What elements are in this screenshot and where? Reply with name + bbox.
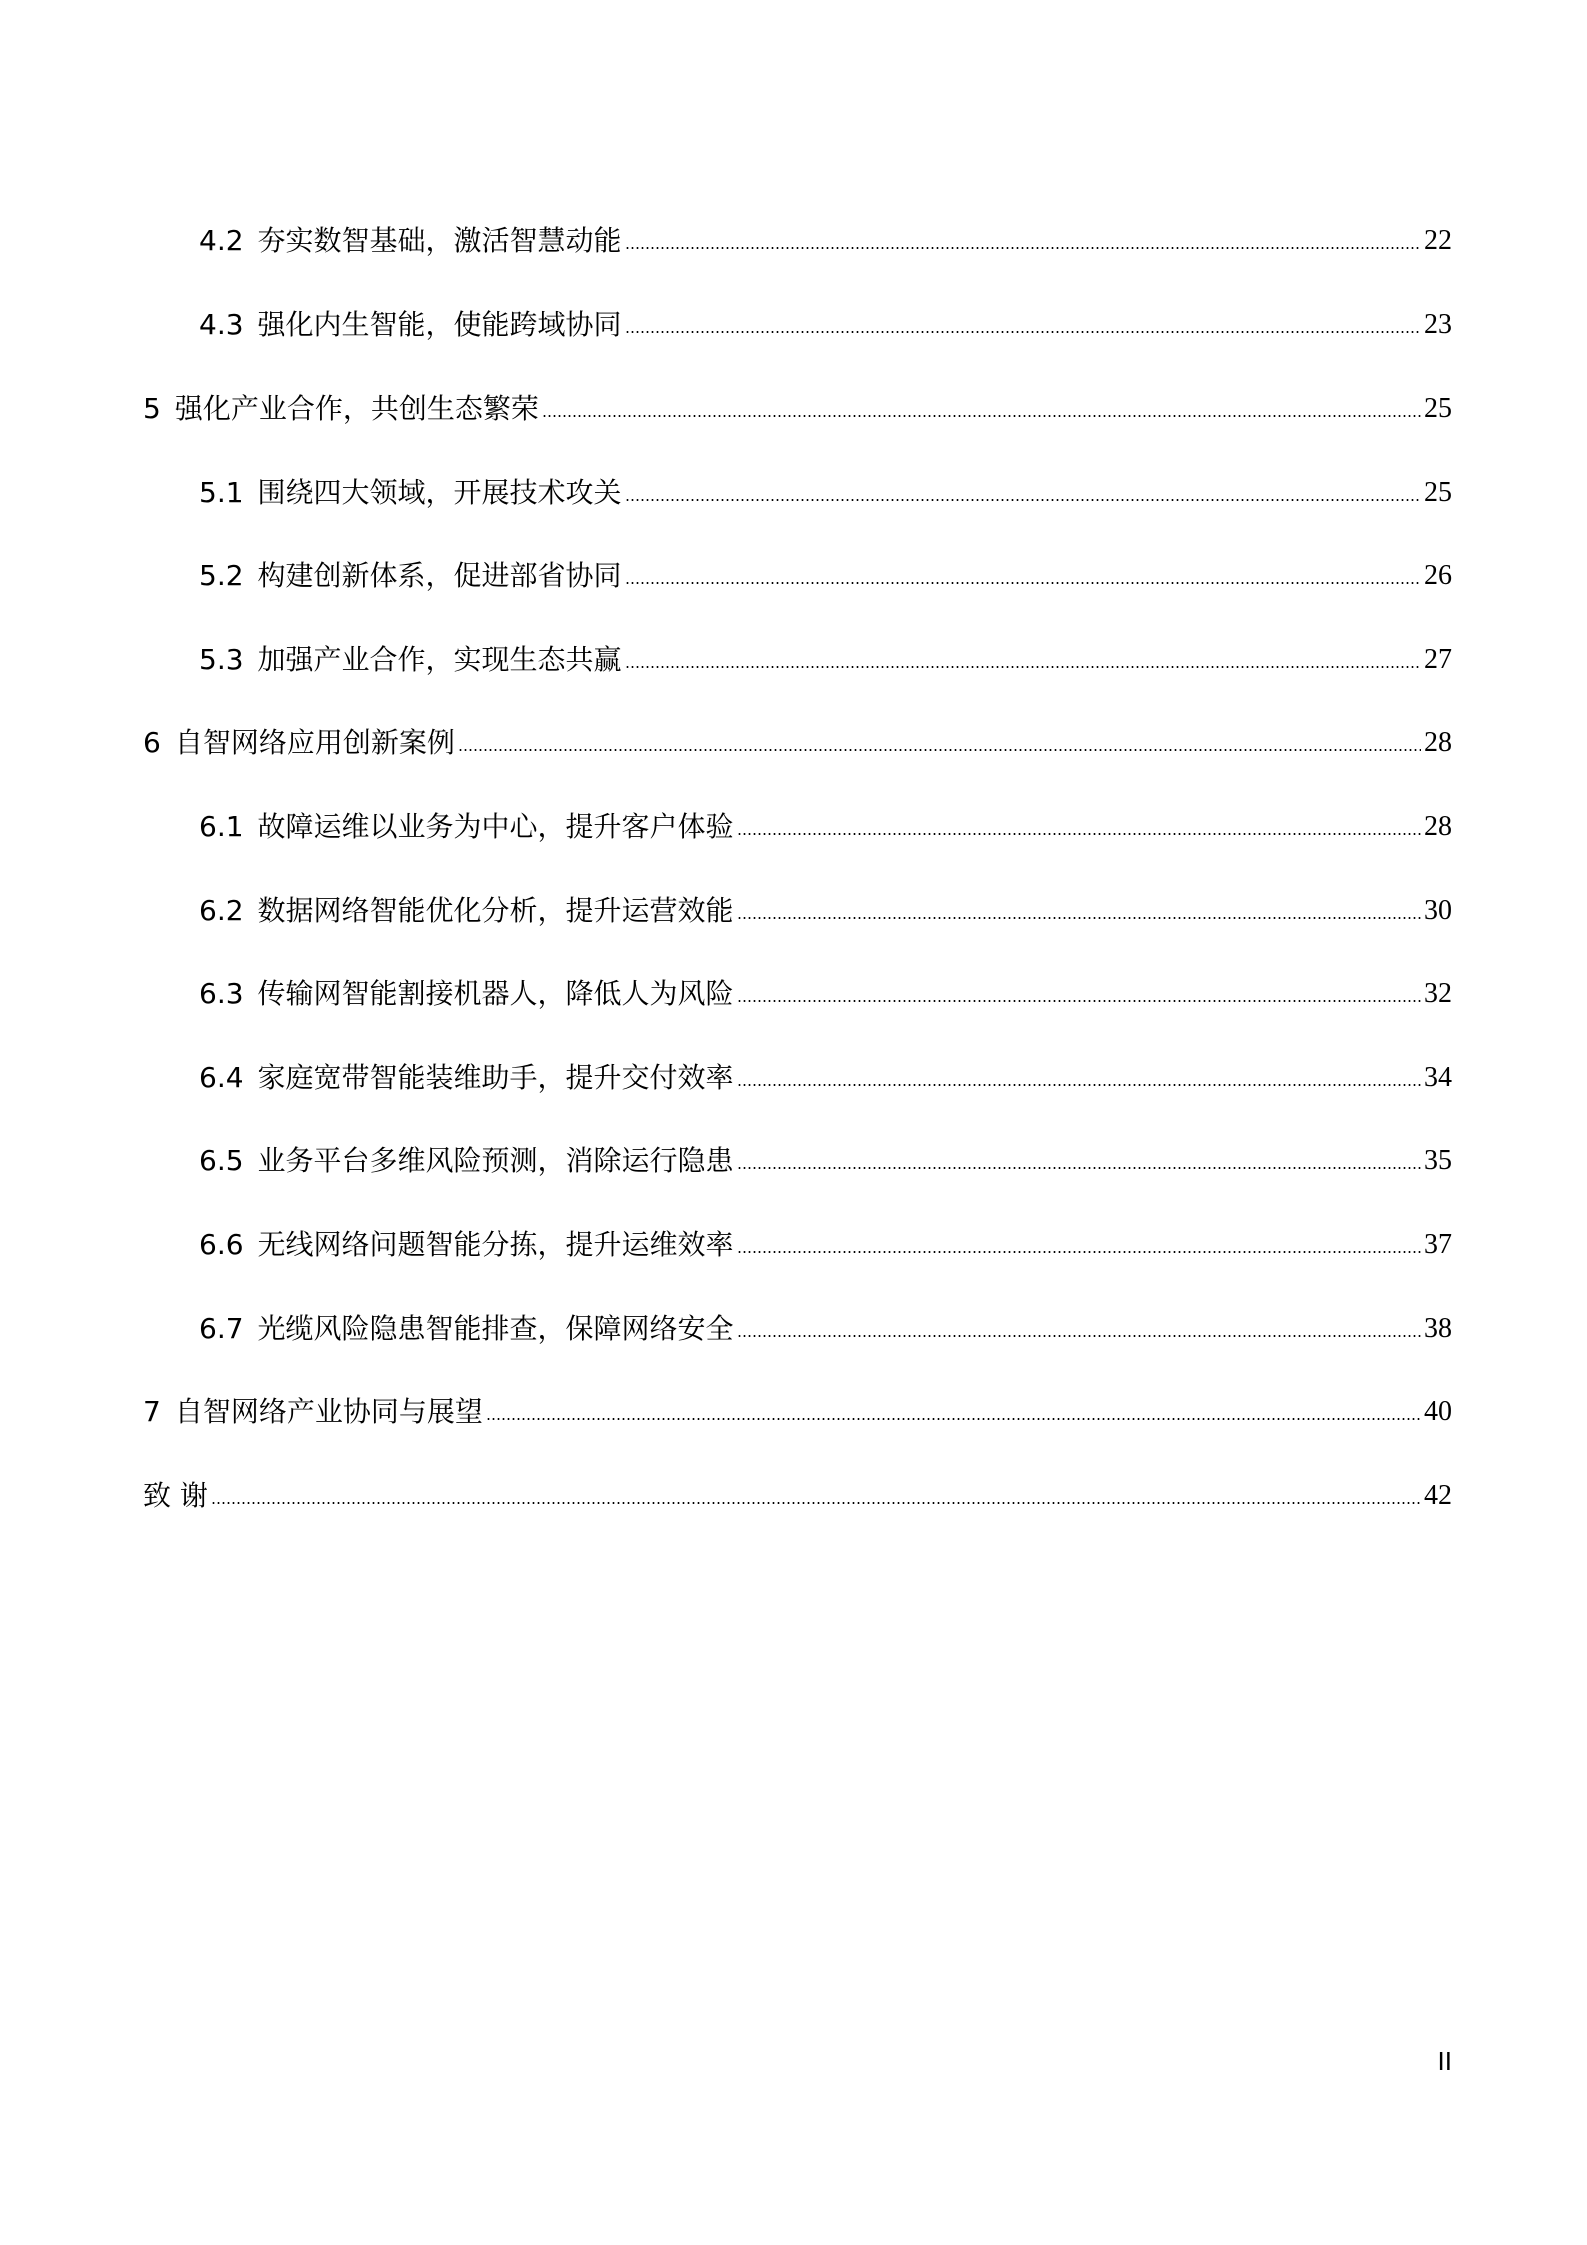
toc-entry-page: 35 [1424, 1145, 1452, 1176]
toc-entry-title: 传输网智能割接机器人，降低人为风险 [257, 977, 734, 1010]
dot-leader [211, 1500, 1421, 1506]
toc-entry-title: 家庭宽带智能装维助手，提升交付效率 [257, 1061, 734, 1094]
dot-leader [625, 329, 1421, 335]
dot-leader [458, 747, 1421, 753]
toc-entry-6-7[interactable] [199, 1302, 1452, 1346]
page-number: II [1437, 2046, 1452, 2076]
toc-entry-number: 5.2 [199, 559, 244, 592]
toc-entry-number: 4.3 [199, 308, 244, 341]
toc-entry-number: 6.7 [199, 1312, 244, 1345]
toc-entry-4-3[interactable] [199, 298, 1452, 342]
toc-entry-6-6[interactable] [199, 1218, 1452, 1262]
toc-entry-page: 28 [1424, 727, 1452, 758]
toc-entry-title: 强化产业合作，共创生态繁荣 [174, 392, 539, 425]
toc-entry-page: 23 [1424, 309, 1452, 340]
dot-leader [737, 1165, 1421, 1171]
toc-entry-number: 5.1 [199, 476, 244, 509]
dot-leader [737, 915, 1421, 921]
toc-entry-title: 自智网络应用创新案例 [174, 726, 455, 759]
toc-entry-6-1[interactable] [199, 800, 1452, 844]
toc-entry-page: 40 [1424, 1396, 1452, 1427]
toc-entry-title: 致 谢 [143, 1479, 208, 1512]
toc-entry-title: 故障运维以业务为中心，提升客户体验 [257, 810, 734, 843]
toc-entry-title: 无线网络问题智能分拣，提升运维效率 [257, 1228, 734, 1261]
toc-entry-number: 6.4 [199, 1061, 244, 1094]
dot-leader [737, 998, 1421, 1004]
toc-entry-number: 7 [143, 1395, 161, 1428]
toc-entry-number: 6.3 [199, 977, 244, 1010]
toc-entry-5-1[interactable] [199, 466, 1452, 510]
toc-entry-title: 构建创新体系，促进部省协同 [257, 559, 622, 592]
toc-entry-5[interactable] [143, 382, 1452, 426]
toc-entry-number: 6.5 [199, 1144, 244, 1177]
toc-entry-7[interactable] [143, 1385, 1452, 1429]
toc-entry-title: 业务平台多维风险预测，消除运行隐患 [257, 1144, 734, 1177]
toc-entry-number: 5 [143, 392, 161, 425]
toc-entry-page: 30 [1424, 895, 1452, 926]
dot-leader [542, 413, 1421, 419]
toc-entry-page: 27 [1424, 644, 1452, 675]
toc-entry-number: 6 [143, 726, 161, 759]
toc-entry-title: 自智网络产业协同与展望 [174, 1395, 483, 1428]
toc-entry-page: 32 [1424, 978, 1452, 1009]
toc-entry-4-2[interactable] [199, 214, 1452, 258]
toc-entry-number: 6.1 [199, 810, 244, 843]
toc-entry-page: 37 [1424, 1229, 1452, 1260]
toc-entry-title: 数据网络智能优化分析，提升运营效能 [257, 894, 734, 927]
dot-leader [737, 1333, 1421, 1339]
toc-entry-title: 强化内生智能，使能跨域协同 [257, 308, 622, 341]
toc-entry-6-3[interactable] [199, 967, 1452, 1011]
dot-leader [737, 1082, 1421, 1088]
toc-entry-page: 34 [1424, 1062, 1452, 1093]
toc-entry-page: 28 [1424, 811, 1452, 842]
dot-leader [737, 831, 1421, 837]
toc-entry-number: 6.2 [199, 894, 244, 927]
toc-entry-6-2[interactable] [199, 884, 1452, 928]
toc-entry-number: 5.3 [199, 643, 244, 676]
toc-entry-page: 38 [1424, 1313, 1452, 1344]
toc-entry-title: 光缆风险隐患智能排查，保障网络安全 [257, 1312, 734, 1345]
dot-leader [625, 580, 1421, 586]
toc-entry-page: 26 [1424, 560, 1452, 591]
toc-entry-6-5[interactable] [199, 1134, 1452, 1178]
toc-entry-5-2[interactable] [199, 549, 1452, 593]
toc-entry-page: 25 [1424, 477, 1452, 508]
toc-entry-page: 42 [1424, 1480, 1452, 1511]
toc-entry-title: 围绕四大领域，开展技术攻关 [257, 476, 622, 509]
toc-entry-6[interactable] [143, 716, 1452, 760]
toc-entry-page: 25 [1424, 393, 1452, 424]
toc-entry-title: 夯实数智基础，激活智慧动能 [257, 224, 622, 257]
toc-entry-acknowledgements[interactable] [143, 1469, 1452, 1513]
dot-leader [486, 1416, 1421, 1422]
dot-leader [625, 664, 1421, 670]
toc-entry-number: 4.2 [199, 224, 244, 257]
toc-entry-number: 6.6 [199, 1228, 244, 1261]
dot-leader [625, 497, 1421, 503]
toc-entry-page: 22 [1424, 225, 1452, 256]
toc-entry-5-3[interactable] [199, 633, 1452, 677]
dot-leader [625, 245, 1421, 251]
toc-entry-6-4[interactable] [199, 1051, 1452, 1095]
toc-entry-title: 加强产业合作，实现生态共赢 [257, 643, 622, 676]
dot-leader [737, 1249, 1421, 1255]
